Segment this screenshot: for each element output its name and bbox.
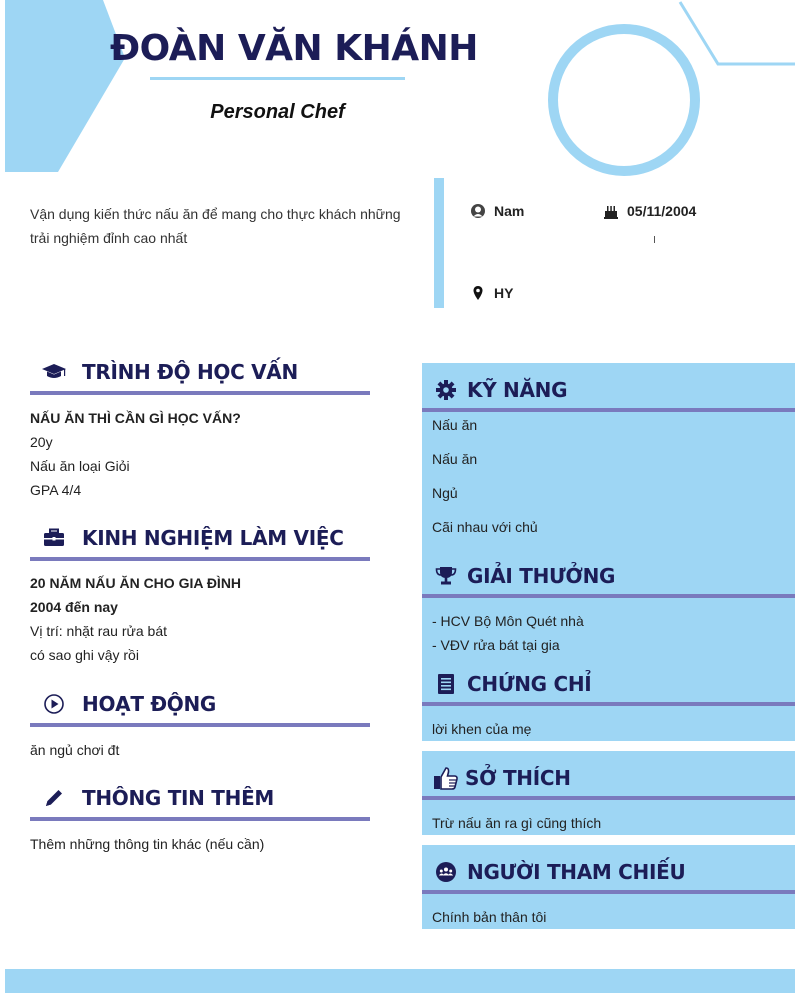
references-underline [422,890,795,894]
references-title: NGƯỜI THAM CHIẾU [467,860,686,884]
birthday-value: 05/11/2004 [627,203,697,219]
experience-title: KINH NGHIỆM LÀM VIỆC [82,526,344,550]
experience-section [30,521,370,667]
activities-text: ăn ngủ chơi đt [30,742,120,758]
name-divider [150,77,405,80]
birthday-cake-icon [603,203,619,219]
skills-heading [432,376,567,404]
small-tick [654,236,655,243]
left-hexagon-shape [5,0,125,172]
job-title: Personal Chef [210,101,345,123]
experience-body [30,571,370,667]
education-title: TRÌNH ĐỘ HỌC VẤN [82,360,298,384]
hobbies-underline [422,796,795,800]
hobbies-heading [432,764,571,792]
hobby-item: Trừ nấu ăn ra gì cũng thích [432,815,602,831]
additional-section [30,781,370,856]
gear-icon [432,376,460,404]
references-heading [432,858,685,886]
play-circle-icon [40,690,68,718]
award-item: - VĐV rửa bát tại gia [432,637,560,653]
experience-period: 2004 đến nay [30,599,118,615]
education-underline [30,391,370,395]
corner-line-shape [680,2,795,64]
skills-underline [422,408,795,412]
thumbs-up-icon [432,764,460,792]
awards-heading [432,562,615,590]
address-value: HY [494,285,514,301]
ring-shape [553,29,695,171]
trophy-icon [432,562,460,590]
location-pin-icon [470,285,486,301]
skill-item: Ngủ [432,485,458,501]
activities-underline [30,723,370,727]
skill-item: Nấu ăn [432,451,478,467]
address-info [470,285,513,301]
graduation-cap-icon [40,358,68,386]
awards-underline [422,594,795,598]
gender-value: Nam [494,203,525,219]
birthday-info [603,203,696,219]
certificate-list-icon [432,670,460,698]
candidate-name: ĐOÀN VĂN KHÁNH [110,28,478,69]
footer-bar [5,969,795,993]
education-body [30,406,370,502]
additional-underline [30,817,370,821]
header-decoration [0,0,800,180]
education-section [30,355,370,502]
award-item: - HCV Bộ Môn Quét nhà [432,613,584,629]
experience-line: Vị trí: nhặt rau rửa bát [30,623,167,639]
activities-title: HOẠT ĐỘNG [82,692,217,716]
experience-line: có sao ghi vậy rồi [30,647,139,663]
user-icon [470,203,486,219]
experience-company: 20 NĂM NẤU ĂN CHO GIA ĐÌNH [30,575,242,591]
education-line: 20y [30,434,53,450]
gender-info [470,203,524,219]
career-objective: Vận dụng kiến thức nấu ăn để mang cho thực khách những trải nghiệm đỉnh cao nhất [30,206,401,246]
certificates-title: CHỨNG CHỈ [467,672,592,696]
education-heading [40,355,370,389]
skills-title: KỸ NĂNG [467,378,568,402]
additional-text: Thêm những thông tin khác (nếu cần) [30,836,265,852]
activities-section [30,687,370,762]
vertical-divider [434,178,444,308]
skill-item: Nấu ăn [432,417,478,433]
certificates-underline [422,702,795,706]
people-group-icon [432,858,460,886]
briefcase-icon [40,524,68,552]
experience-heading [40,521,370,555]
hobbies-title: SỞ THÍCH [465,766,571,790]
awards-title: GIẢI THƯỞNG [467,564,616,588]
education-line: Nấu ăn loại Giỏi [30,458,130,474]
pencil-icon [40,784,68,812]
education-school: NẤU ĂN THÌ CẦN GÌ HỌC VẤN? [30,410,241,426]
certificates-heading [432,670,591,698]
activities-heading [40,687,370,721]
additional-title: THÔNG TIN THÊM [82,786,275,810]
experience-underline [30,557,370,561]
certificate-item: lời khen của mẹ [432,721,532,737]
education-line: GPA 4/4 [30,482,82,498]
reference-item: Chính bản thân tôi [432,909,547,925]
additional-heading [40,781,370,815]
skill-item: Cãi nhau với chủ [432,519,538,535]
